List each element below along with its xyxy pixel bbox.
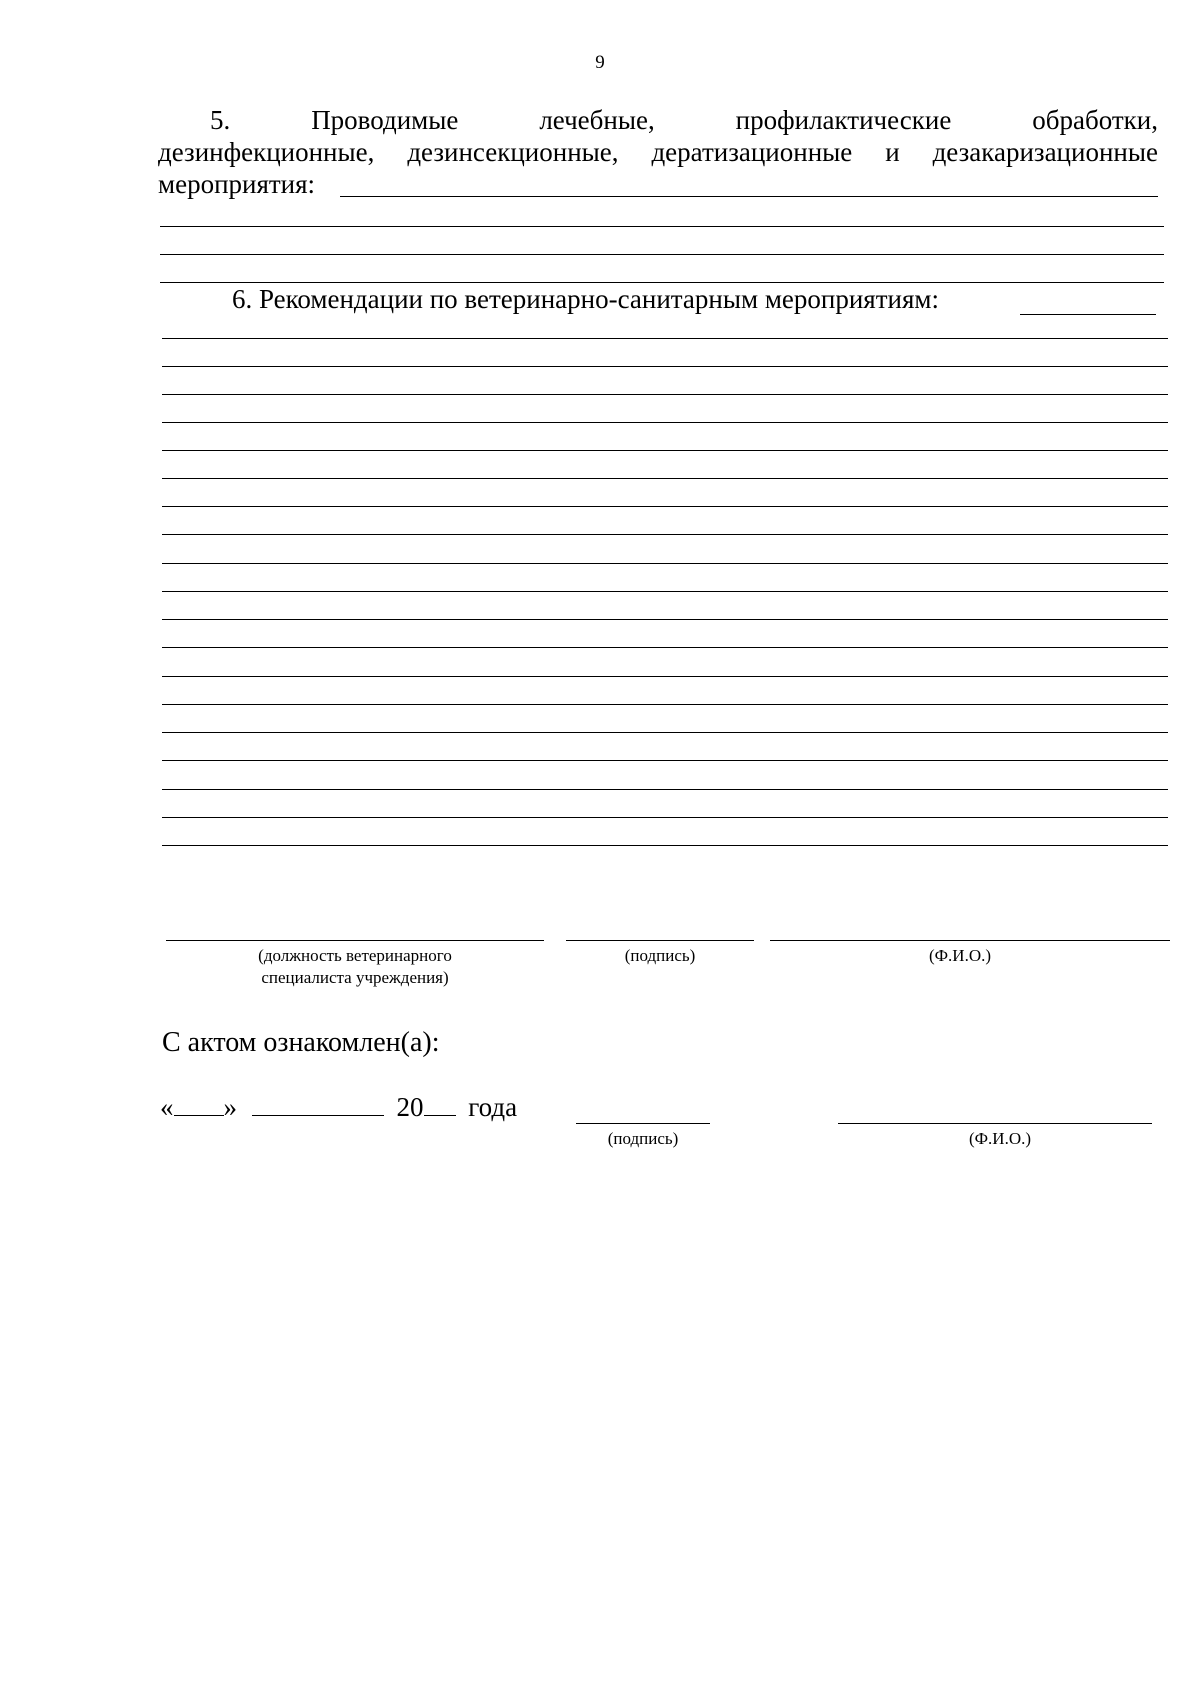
signature-caption: (подпись): [624, 946, 696, 965]
section6-fill-line[interactable]: [162, 366, 1168, 367]
signature-line[interactable]: [566, 940, 754, 941]
section5-word: лечебные,: [539, 105, 655, 135]
section6-fill-line[interactable]: [162, 760, 1168, 761]
name-caption: (Ф.И.О.): [928, 946, 992, 965]
section6-fill-line[interactable]: [162, 534, 1168, 535]
section5-number: 5.: [210, 105, 231, 135]
section5-line3-label: мероприятия:: [158, 169, 316, 199]
section6-fill-line[interactable]: [162, 506, 1168, 507]
section6-fill-line[interactable]: [162, 732, 1168, 733]
section5-word: профилактические: [735, 105, 952, 135]
section6-fill-line[interactable]: [162, 704, 1168, 705]
section5-word: и: [885, 137, 900, 167]
section6-fill-line[interactable]: [162, 789, 1168, 790]
section6-fill-line[interactable]: [162, 563, 1168, 564]
section5-word: обработки,: [1032, 105, 1158, 135]
section6-fill-line[interactable]: [162, 422, 1168, 423]
page-number: 9: [595, 52, 605, 73]
section6-fill-line[interactable]: [162, 845, 1168, 846]
name-line[interactable]: [770, 940, 1170, 941]
section6-fill-line[interactable]: [162, 394, 1168, 395]
section5-fill-line[interactable]: [160, 254, 1164, 255]
year-prefix: 20: [396, 1092, 424, 1122]
position-line[interactable]: [166, 940, 544, 941]
section5-fill-line[interactable]: [340, 196, 1158, 197]
section5-word: дератизационные: [651, 137, 853, 167]
section6-heading: 6. Рекомендации по ветеринарно-санитарным мероприятиям:: [232, 284, 939, 314]
section6-fill-line[interactable]: [162, 478, 1168, 479]
ack-signature-line[interactable]: [576, 1123, 710, 1124]
section6-fill-line[interactable]: [162, 619, 1168, 620]
ack-name-caption: (Ф.И.О.): [968, 1129, 1032, 1148]
ack-signature-caption: (подпись): [607, 1129, 679, 1148]
section6-fill-line[interactable]: [162, 676, 1168, 677]
day-field[interactable]: [174, 1093, 224, 1116]
section5-line1: [210, 104, 1158, 137]
section5-fill-line[interactable]: [160, 226, 1164, 227]
position-caption: (должность ветеринарного специалиста учреждения): [258, 946, 452, 987]
close-quote: »: [223, 1092, 237, 1122]
section5-word: дезинфекционные,: [158, 137, 375, 167]
month-field[interactable]: [252, 1093, 384, 1116]
section6-fill-line[interactable]: [162, 591, 1168, 592]
section5-word: дезакаризационные: [932, 137, 1158, 167]
section6-fill-line[interactable]: [162, 817, 1168, 818]
section6-fill-line[interactable]: [162, 450, 1168, 451]
section5-line2: [158, 136, 1158, 169]
section5-word: Проводимые: [311, 105, 459, 135]
acknowledgement-date-row: [160, 1092, 517, 1123]
open-quote: «: [160, 1092, 174, 1122]
ack-name-line[interactable]: [838, 1123, 1152, 1124]
section6-fill-line[interactable]: [162, 338, 1168, 339]
section6-fill-line[interactable]: [162, 647, 1168, 648]
year-field[interactable]: [424, 1093, 456, 1116]
section6-fill-line[interactable]: [1020, 314, 1156, 315]
section5-word: дезинсекционные,: [407, 137, 619, 167]
year-suffix: года: [468, 1092, 518, 1122]
acknowledgement-title: С актом ознакомлен(а):: [162, 1027, 440, 1058]
